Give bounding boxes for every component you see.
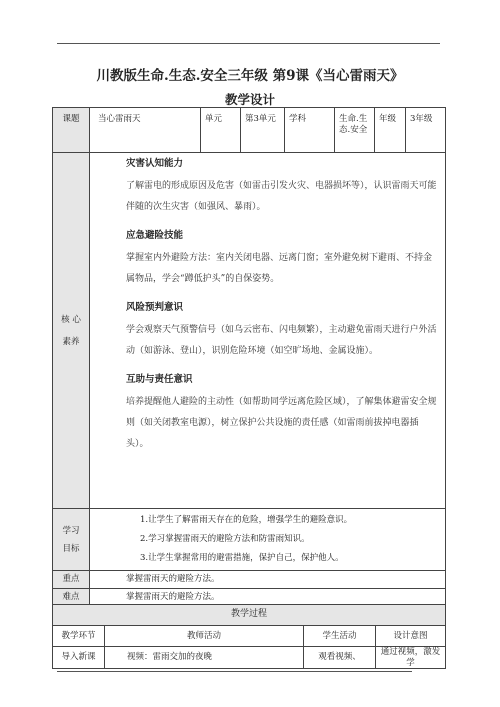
core-literacy-content (90, 153, 446, 509)
bottom-rule (57, 671, 412, 672)
goal-item: 1.让学生了解雷雨天存在的危险，增强学生的避险意识。 (140, 515, 353, 525)
top-rule (57, 43, 440, 44)
unit-value: 第3单元 (241, 108, 285, 153)
process-cell: 视频：雷雨交加的夜晚 (105, 647, 304, 669)
core-section-heading: 灾害认知能力 (126, 158, 184, 169)
core-section-text: 了解雷电的形成原因及危害（如雷击引发火灾、电器损坏等），认识雷雨天可能伴随的次生灾害（如强风、暴雨）。 (126, 180, 437, 212)
goals-label-line-1: 学习 (62, 525, 80, 536)
core-section (126, 158, 439, 218)
unit-label: 单元 (201, 108, 241, 153)
core-literacy-label (53, 153, 90, 509)
process-header-row (53, 626, 446, 647)
goal-item: 3.让学生掌握常用的避雷措施，保护自己，保护他人。 (140, 553, 344, 563)
core-section-heading: 应急避险技能 (126, 229, 184, 241)
process-header-cell: 教师活动 (105, 626, 304, 647)
process-header-cell: 设计意图 (376, 626, 446, 647)
process-cell: 通过视频，激发学 (376, 647, 446, 669)
learning-goals-list (90, 509, 446, 571)
goal-item: 2.学习掌握雷雨天的避险方法和防雷雨知识。 (140, 534, 310, 544)
process-header-cell: 教学环节 (53, 626, 105, 647)
core-section-text: 掌握室内外避险方法：室内关闭电器、远离门窗；室外避免树下避雨、不持金属物品，学会“蹲低护头”的自保姿势。 (126, 252, 433, 284)
core-literacy-row (53, 153, 446, 509)
topic-value: 当心雷雨天 (90, 108, 201, 153)
grade-value: 3年级 (406, 108, 446, 153)
core-label-line-2: 素养 (62, 336, 80, 347)
subject-label: 学科 (285, 108, 335, 153)
core-section-heading: 风险预判意识 (126, 301, 184, 313)
teaching-process-table (52, 604, 446, 669)
learning-goals-label (53, 509, 90, 571)
topic-label: 课题 (53, 108, 90, 153)
core-section (126, 374, 439, 455)
learning-goals-row (53, 509, 446, 571)
key-point-row (53, 571, 446, 589)
lesson-info-table (52, 107, 446, 607)
process-title: 教学过程 (53, 605, 446, 626)
key-point-text: 掌握雷雨天的避险方法。 (90, 571, 446, 589)
core-section-text: 培养提醒他人避险的主动性（如帮助同学远离危险区域），了解集体避雷安全规则（如关闭教室电源），树立保护公共设施的责任感（如雷雨前拔掉电器插头）。 (126, 396, 437, 449)
core-section (126, 302, 439, 362)
difficulty-label: 难点 (53, 589, 90, 607)
core-section-heading: 互助与责任意识 (126, 373, 193, 385)
document-subtitle: 教学设计 (224, 92, 275, 107)
document-title: 川教版生命.生态.安全三年级 第9课《当心雷雨天》 (96, 68, 404, 84)
process-header-cell: 学生活动 (304, 626, 376, 647)
core-section-text: 学会观察天气预警信号（如乌云密布、闪电频繁），主动避免雷雨天进行户外活动（如游泳、登山），识别危险环境（如空旷场地、金属设施）。 (126, 324, 437, 356)
goals-label-line-2: 目标 (62, 543, 80, 554)
subject-value: 生命.生态.安全 (335, 108, 375, 153)
process-cell: 导入新课 (53, 647, 105, 669)
key-point-label: 重点 (53, 571, 90, 589)
info-row (53, 108, 446, 153)
difficulty-text: 掌握雷雨天的避险方法。 (90, 589, 446, 607)
core-section (126, 230, 439, 290)
core-label-line-1: 核 心 (61, 314, 81, 325)
process-title-row (53, 605, 446, 626)
grade-label: 年级 (375, 108, 406, 153)
process-cell: 观看视频、 (304, 647, 376, 669)
process-row (53, 647, 446, 669)
